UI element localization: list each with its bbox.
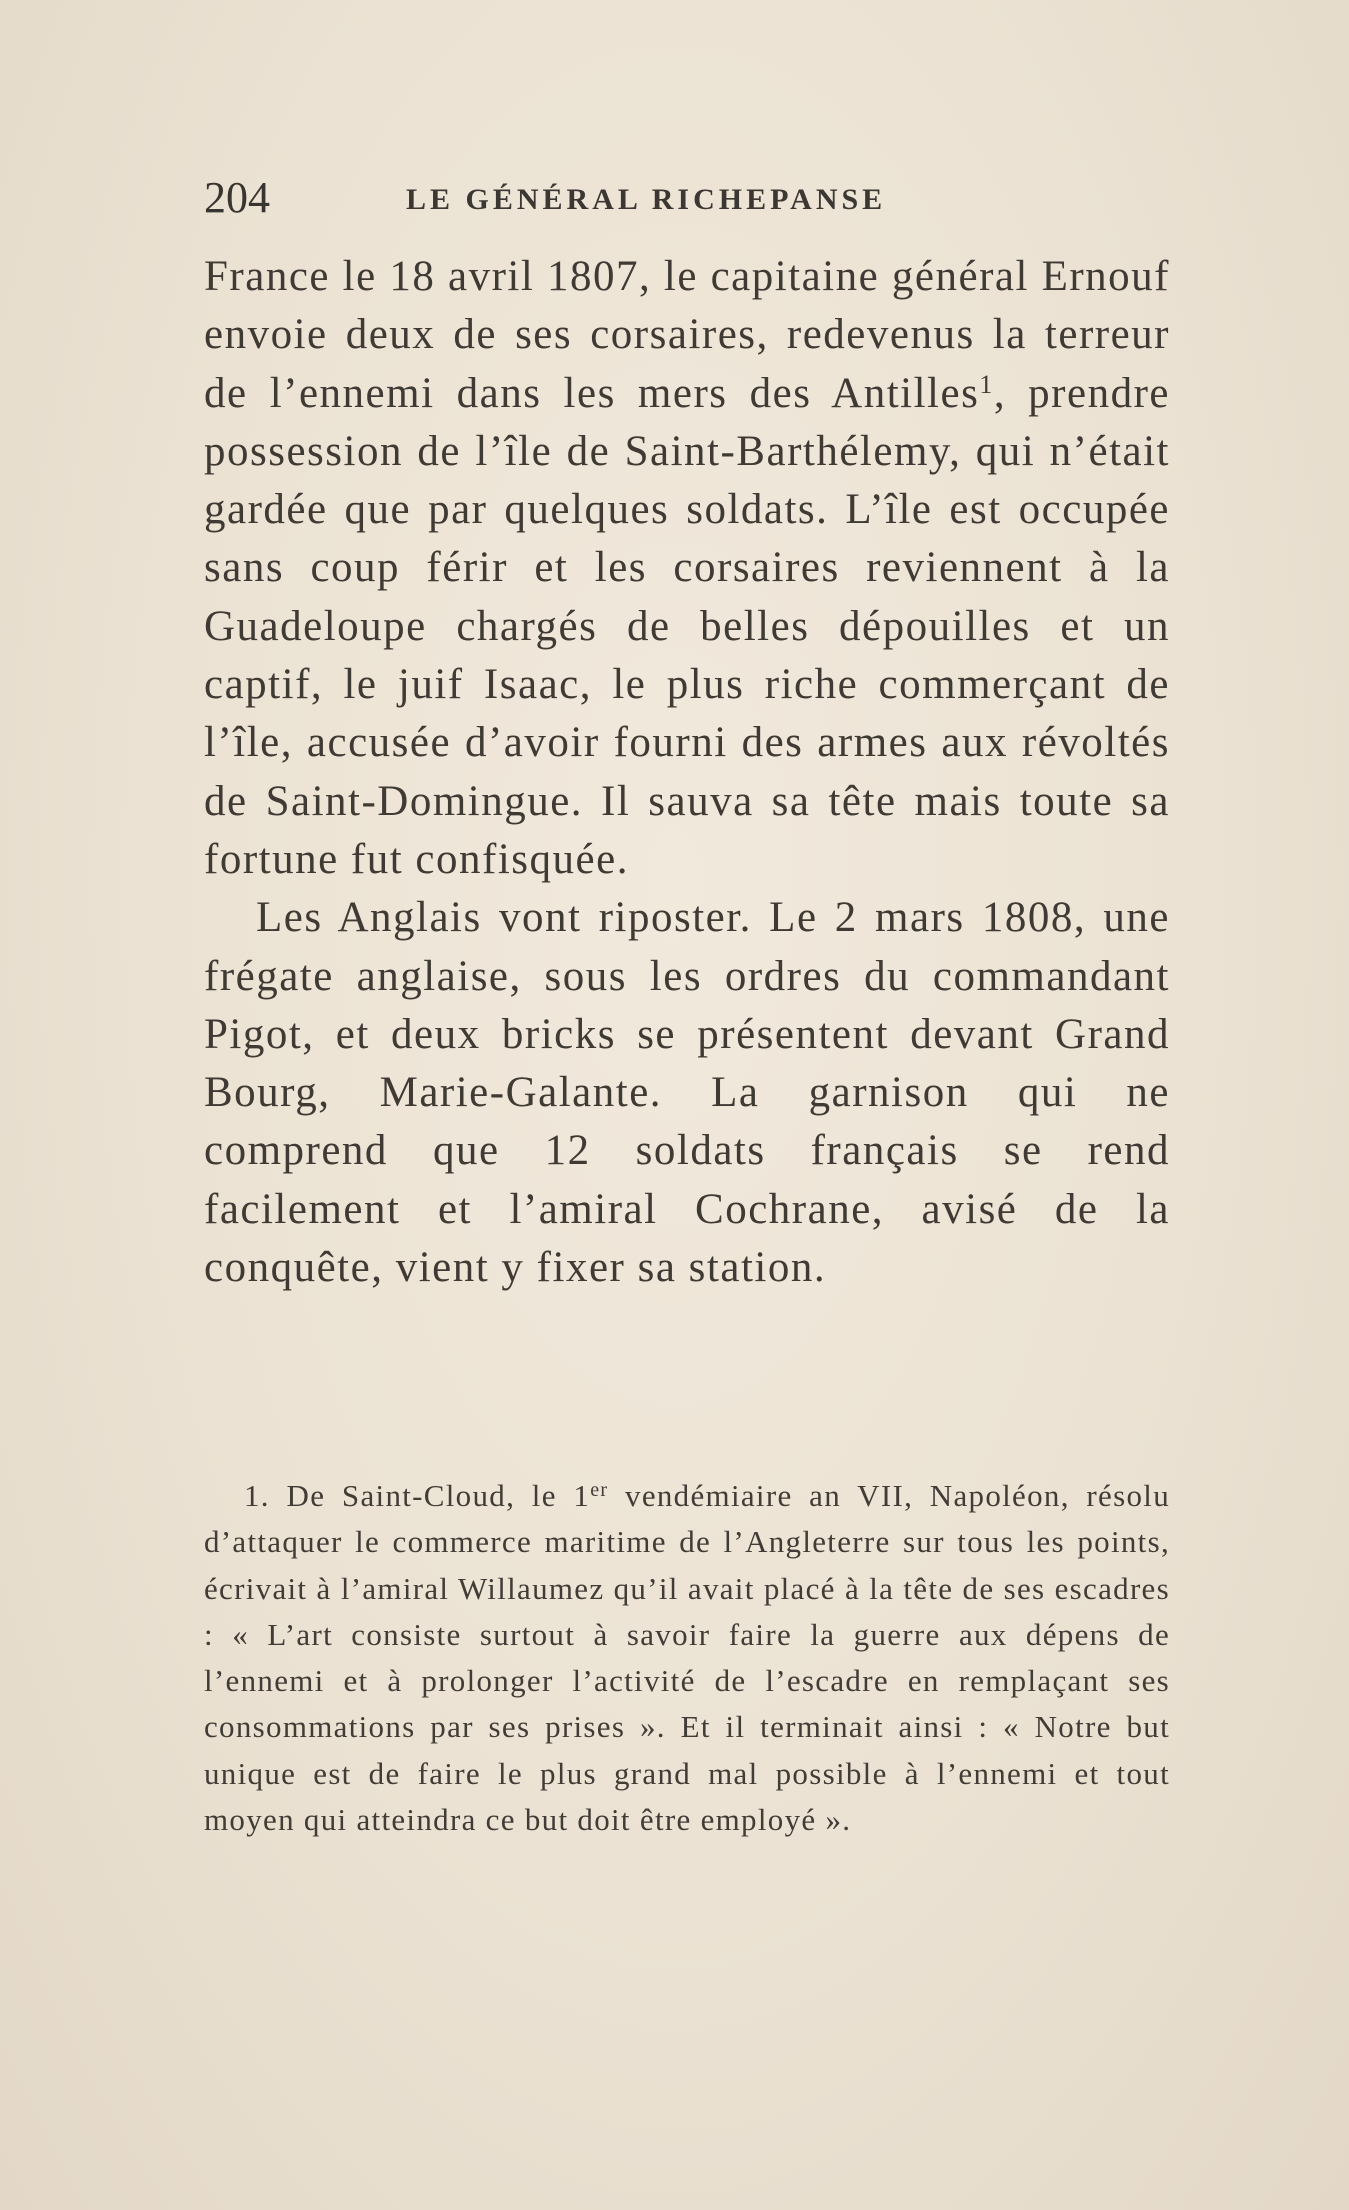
page-header <box>204 172 1174 224</box>
footnote <box>204 1473 1170 1843</box>
paragraph: Les Anglais vont riposter. Le 2 mars 1808, une frégate anglaise, sous les ordres du commandant Pigot, et deux bricks se présentent devant Grand Bourg, Marie-Galante. La garnison qui ne comprend que 12 soldats français se rend facilement et l’amiral Cochrane, avisé de la conquête, vient y fixer sa station. <box>204 894 1170 1292</box>
paragraph <box>204 248 1170 889</box>
paragraph-text: France le 18 avril 1807, le capitaine général Ernouf envoie deux de ses corsaires, redevenus la terreur de l’ennemi dans les mers des Antilles <box>204 253 1170 417</box>
running-title: LE GÉNÉRAL RICHEPANSE <box>406 183 887 216</box>
page-number: 204 <box>204 173 270 222</box>
footnote-reference: 1 <box>979 369 994 399</box>
paragraph-text: , prendre possession de l’île de Saint-Barthélemy, qui n’était gardée que par quelques soldats. L’île est occupée sans coup férir et les corsaires reviennent à la Guadeloupe chargés de belles dépouilles et un captif, le juif Isaac, le plus riche commerçant de l’île, accusée d’avoir fourni des armes aux révoltés de Saint-Domingue. Il sauva sa tête mais toute sa fortune fut confisquée. <box>204 369 1170 883</box>
main-text <box>204 248 1170 1297</box>
footnotes <box>204 1473 1170 1843</box>
footnote-text: 1. De Saint-Cloud, le 1 <box>244 1478 591 1513</box>
footnote-text: vendémiaire an VII, Napoléon, résolu d’attaquer le commerce maritime de l’Angleterre sur tous les points, écrivait à l’amiral Willaumez qu’il avait placé à la tête de ses escadres : « L’art consiste surtout à savoir faire la guerre aux dépens de l’ennemi et à prolonger l’activité de l’escadre en remplaçant ses consommations par ses prises ». Et il terminait ainsi : « Notre but unique est de faire le plus grand mal possible à l’ennemi et tout moyen qui atteindra ce but doit être employé ». <box>204 1478 1170 1838</box>
superscript: er <box>590 1479 609 1501</box>
